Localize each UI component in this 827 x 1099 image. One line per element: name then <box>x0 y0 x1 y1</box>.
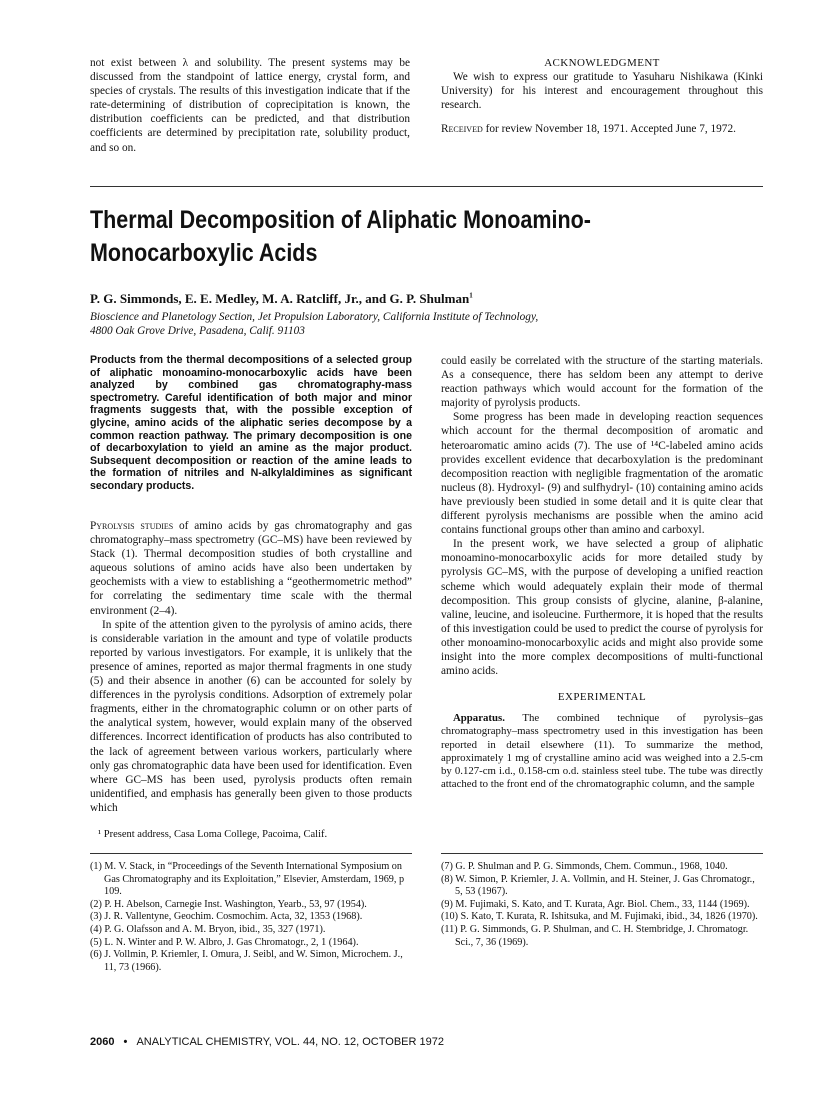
reference-item: (5) L. N. Winter and P. W. Albro, J. Gas Chromatogr., 2, 1 (1964). <box>90 936 359 948</box>
right-body <box>441 354 763 791</box>
reference-item: (6) J. Vollmin, P. Kriemler, I. Omura, J. Seibl, and W. Simon, Microchem. J., 11, 73 (1966). <box>90 949 403 973</box>
reference-item: (10) S. Kato, T. Kurata, R. Ishitsuka, and M. Fujimaki, ibid., 34, 1826 (1970). <box>441 911 758 923</box>
left-body <box>90 519 412 815</box>
page-footer <box>90 1036 444 1048</box>
acknowledgment-heading: ACKNOWLEDGMENT <box>544 57 660 69</box>
bullet-separator: • <box>123 1036 128 1048</box>
experimental-heading: EXPERIMENTAL <box>557 691 647 704</box>
reference-item: (9) M. Fujimaki, S. Kato, and T. Kurata, Agr. Biol. Chem., 33, 1144 (1969). <box>441 898 750 910</box>
reference-item: (2) P. H. Abelson, Carnegie Inst. Washington, Yearb., 53, 97 (1954). <box>90 898 367 910</box>
section-divider <box>90 186 763 187</box>
continued-text: not exist between λ and solubility. The present systems may be discussed from the standpoint of lattice energy, crystal form, and species of crystals. The results of this investigation indicate that if the rate-determining of distribution of coprecipitation is known, the distribution coefficients can be predicted, and that distribution coefficients are determined by precipitation rate, solubility product, and so on. <box>90 57 410 154</box>
body-paragraph: In spite of the attention given to the pyrolysis of amino acids, there is considerable variation in the amount and type of volatile products reported by various investigators. For example, it is unlikely that the presence of amines, reported as major thermal fragments in one study (5) and their absence in another (6) can be accounted for solely by differences in the pyrolysis conditions. Adsorption of extremely polar fragments, either in the chromatographic column or on other parts of the analytical system, however, would explain many of the observed differences. Incorrect identification of products has also contributed to the lack of agreement between various workers, particularly where only gas chromatographic data have been used for identification. Even where GC–MS has been used, pyrolysis products often remain unidentified, and emphasis has generally been given to those products which <box>90 618 412 814</box>
page-number: 2060 <box>90 1036 115 1048</box>
references-left <box>90 861 412 974</box>
reference-item: (11) P. G. Simmonds, G. P. Shulman, and C. H. Stembridge, J. Chromatogr. Sci., 7, 36 (1969). <box>441 923 749 948</box>
affiliation: Bioscience and Planetology Section, Jet Propulsion Laboratory, California Institute of Technology, 4800 Oak Grove Drive, Pasadena, Calif. 91103 <box>90 311 539 337</box>
authors: P. G. Simmonds, E. E. Medley, M. A. Ratcliff, Jr., and G. P. Shulman$^1$ <box>90 291 473 306</box>
abstract: Products from the thermal decompositions of a selected group of aliphatic monoamino-monocarboxylic acids have been analyzed by combined gas chromatography-mass spectrometry. Careful identification of both major and minor fragments suggests that, with the possible exception of glycine, amino acids of the aliphatic series decompose by a common reaction pathway. The primary decomposition is one of decarboxylation to yield an amine as the major product. Subsequent decomposition or reaction of the amine leads to the formation of nitriles and N-alkylaldimines as significant secondary products. <box>90 354 412 492</box>
references-right <box>441 861 763 949</box>
journal-citation: ANALYTICAL CHEMISTRY, VOL. 44, NO. 12, OCTOBER 1972 <box>136 1036 444 1048</box>
body-paragraph: In the present work, we have selected a group of aliphatic monoamino-monocarboxylic acids for more detailed study by pyrolysis GC–MS, with the purpose of developing a unified reaction scheme which would adequately explain their mode of thermal decomposition. This group consists of glycine, alanine, β-alanine, valine, leucine, and isoleucine. Furthermore, it is hoped that the results of this investigation could be used to predict the course of pyrolysis for other monoamino-monocarboxylic acids and might also provide some insight into the more complex decompositions of multi-functional amino acids. <box>441 538 763 678</box>
article-title: Thermal Decomposition of Aliphatic Monoamino- Monocarboxylic Acids <box>90 206 591 267</box>
author-footnote: ¹ Present address, Casa Loma College, Pacoima, Calif. <box>98 829 328 840</box>
reference-item: (3) J. R. Vallentyne, Geochim. Cosmochim. Acta, 32, 1353 (1968). <box>90 911 363 923</box>
reference-item: (7) G. P. Shulman and P. G. Simmonds, Chem. Commun., 1968, 1040. <box>441 861 728 872</box>
body-paragraph: Some progress has been made in developing reaction sequences which account for the thermal decomposition of aromatic and heteroaromatic amino acids (7). The use of ¹⁴C-labeled amino acids provides excellent evidence that decarboxylation is the predominant decomposition reaction with negligible fragmentation of the aromatic nucleus (8). Hydroxyl- (9) and sulfhydryl- (10) containing amino acids have previously been studied in some detail and it is quite clear that different pyrolysis mechanisms are possible when the amino acid contains functional groups other than amino and carboxyl. <box>441 411 763 537</box>
references-divider <box>90 853 412 854</box>
reference-item: (4) P. G. Olafsson and A. M. Bryon, ibid., 35, 327 (1971). <box>90 923 326 935</box>
acknowledgment-text: We wish to express our gratitude to Yasuharu Nishikawa (Kinki University) for his interest and encouragement throughout this research. <box>441 71 763 112</box>
received-note: Received for review November 18, 1971. Accepted June 7, 1972. <box>441 123 736 136</box>
intro-paragraph: Pyrolysis studies of amino acids by gas chromatography and gas chromatography–mass spectrometry (GC–MS) have been reviewed by Stack (1). Thermal decomposition studies of both crystalline and aqueous solutions of amino acids have also been undertaken by geochemists with a view to establishing a “geothermometric method” for correlating the sedimentary time scale with the thermal environment (2–4). <box>90 520 412 617</box>
apparatus-paragraph: Apparatus. The combined technique of pyrolysis–gas chromatography–mass spectrometry used in this investigation has been reported in detail elsewhere (11). To summarize the method, approximately 1 mg of crystalline amino acid was weighed into a 2.5-cm by 0.127-cm i.d., 0.158-cm o.d. stainless steel tube. The tube was directly attached to the front end of the chromatographic column, and the sample <box>441 712 763 791</box>
body-paragraph: could easily be correlated with the structure of the starting materials. As a consequence, there has seldom been any attempt to derive reaction pathways which would account for the formation of the majority of pyrolysis products. <box>441 355 763 410</box>
reference-item: (1) M. V. Stack, in “Proceedings of the Seventh International Symposium on Gas Chromatography and its Exploitation,” Elsevier, Amsterdam, 1969, p 109. <box>90 861 405 898</box>
references-divider <box>441 853 763 854</box>
acknowledgment-section <box>441 56 763 136</box>
reference-item: (8) W. Simon, P. Kriemler, J. A. Vollmin, and H. Steiner, J. Gas Chromatogr., 5, 53 (1967). <box>441 873 755 898</box>
